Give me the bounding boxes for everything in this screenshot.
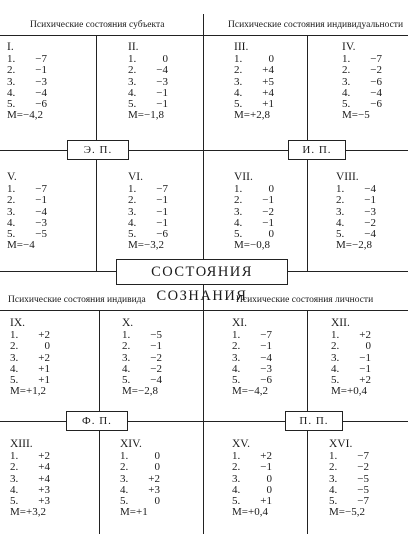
- block-value: −5: [357, 483, 369, 496]
- divider-bottom-header: [0, 310, 408, 311]
- header-individual: Психические состояния индивида: [8, 295, 146, 305]
- block-value: +2: [38, 329, 50, 342]
- block-value: −4: [35, 86, 47, 99]
- block-value: +2: [38, 351, 50, 364]
- block-14: XIV. 1. 0 2. 0 3. +2 4. +3 5. 0 M=+1: [120, 438, 160, 519]
- block-value: −1: [35, 64, 47, 77]
- block-value: −1: [35, 194, 47, 207]
- block-value: −4: [260, 351, 272, 364]
- block-number: X.: [122, 317, 134, 329]
- block-value: −2: [150, 362, 162, 375]
- block-number: XI.: [232, 317, 248, 329]
- block-mean: M=+0,4: [232, 506, 268, 519]
- block-6: VI. 1. −7 2. −1 3. −1 4. −1 5. −6 M=−3,2: [128, 171, 168, 252]
- block-value: +4: [38, 472, 50, 485]
- block-number: II.: [128, 41, 139, 53]
- block-value: −1: [262, 216, 274, 229]
- block-value: +4: [262, 86, 274, 99]
- block-number: IX.: [10, 317, 26, 329]
- block-value: +3: [38, 483, 50, 496]
- block-mean: M=−2,8: [122, 385, 158, 398]
- block-value: +2: [260, 450, 272, 463]
- block-mean: M=+1: [120, 506, 148, 519]
- block-mean: M=−1,8: [128, 109, 164, 122]
- block-value: −6: [370, 98, 382, 111]
- block-number: VIII.: [336, 171, 359, 183]
- block-value: 0: [268, 228, 274, 241]
- block-value: −1: [150, 340, 162, 353]
- block-10: X. 1. −5 2. −1 3. −2 4. −2 5. −4 M=−2,8: [122, 317, 162, 398]
- block-number: XVI.: [329, 438, 353, 450]
- block-value: 0: [266, 472, 272, 485]
- block-value: −6: [260, 374, 272, 387]
- block-number: VII.: [234, 171, 253, 183]
- block-value: −2: [357, 461, 369, 474]
- block-value: −4: [150, 374, 162, 387]
- block-mean: M=+3,2: [10, 506, 46, 519]
- block-mean: M=−4,2: [232, 385, 268, 398]
- block-3: III. 1. 0 2. +4 3. +5 4. +4 5. +1 M=+2,8: [234, 41, 274, 122]
- block-value: +1: [260, 495, 272, 508]
- consciousness-title: СОСТОЯНИЯ СОЗНАНИЯ: [116, 259, 288, 285]
- block-value: +5: [262, 75, 274, 88]
- box-ep: Э. П.: [67, 140, 129, 160]
- box-fp: Ф. П.: [66, 411, 128, 431]
- block-value: −3: [35, 75, 47, 88]
- block-value: −6: [370, 75, 382, 88]
- block-value: +1: [38, 374, 50, 387]
- block-value: +1: [38, 362, 50, 375]
- block-value: −4: [364, 183, 376, 196]
- block-value: −7: [357, 495, 369, 508]
- block-value: −1: [359, 362, 371, 375]
- block-number: XII.: [331, 317, 350, 329]
- block-2: II. 1. 0 2. −4 3. −3 4. −1 5. −1 M=−1,8: [128, 41, 168, 122]
- block-12: XII. 1. +2 2. 0 3. −1 4. −1 5. +2 M=+0,4: [331, 317, 371, 398]
- block-value: +1: [262, 98, 274, 111]
- block-value: −3: [35, 216, 47, 229]
- block-value: −7: [35, 53, 47, 66]
- block-value: −1: [156, 98, 168, 111]
- block-11: XI. 1. −7 2. −1 3. −4 4. −3 5. −6 M=−4,2: [232, 317, 272, 398]
- block-value: +2: [359, 329, 371, 342]
- block-value: −6: [156, 228, 168, 241]
- block-number: I.: [7, 41, 14, 53]
- block-1: I. 1. −7 2. −1 3. −3 4. −4 5. −6 M=−4,2: [7, 41, 47, 122]
- block-value: −1: [156, 205, 168, 218]
- block-mean: M=−0,8: [234, 239, 270, 252]
- block-value: 0: [154, 450, 160, 463]
- block-13: XIII. 1. +2 2. +4 3. +4 4. +3 5. +3 M=+3,2: [10, 438, 50, 519]
- header-individuality: Психические состояния индивидуальности: [228, 20, 404, 30]
- block-value: 0: [44, 340, 50, 353]
- header-subject: Психические состояния субъекта: [30, 20, 165, 30]
- block-number: XIII.: [10, 438, 33, 450]
- header-personality: Психические состояния личности: [236, 295, 374, 305]
- block-value: +2: [148, 472, 160, 485]
- block-value: +2: [38, 450, 50, 463]
- box-ip: И. П.: [288, 140, 346, 160]
- block-value: −2: [370, 64, 382, 77]
- block-value: 0: [268, 53, 274, 66]
- block-value: −2: [150, 351, 162, 364]
- block-15: XV. 1. +2 2. −1 3. 0 4. 0 5. +1 M=+0,4: [232, 438, 272, 519]
- block-number: XIV.: [120, 438, 142, 450]
- block-value: +4: [262, 64, 274, 77]
- block-8: VIII. 1. −4 2. −1 3. −3 4. −2 5. −4 M=−2,8: [336, 171, 376, 252]
- block-value: −1: [260, 340, 272, 353]
- block-value: −1: [156, 86, 168, 99]
- block-mean: M=−5,2: [329, 506, 365, 519]
- block-mean: M=+1,2: [10, 385, 46, 398]
- divider-top-center: [203, 14, 204, 272]
- block-value: −1: [364, 194, 376, 207]
- block-mean: M=−4,2: [7, 109, 43, 122]
- block-16: XVI. 1. −7 2. −2 3. −5 4. −5 5. −7 M=−5,2: [329, 438, 369, 519]
- block-7: VII. 1. 0 2. −1 3. −2 4. −1 5. 0 M=−0,8: [234, 171, 274, 252]
- block-value: 0: [268, 183, 274, 196]
- block-value: −1: [262, 194, 274, 207]
- block-value: −1: [156, 194, 168, 207]
- block-mean: M=−3,2: [128, 239, 164, 252]
- block-value: 0: [162, 53, 168, 66]
- block-value: −3: [260, 362, 272, 375]
- block-value: −7: [370, 53, 382, 66]
- block-value: +3: [148, 483, 160, 496]
- block-number: XV.: [232, 438, 251, 450]
- block-value: −1: [359, 351, 371, 364]
- block-value: −4: [364, 228, 376, 241]
- block-5: V. 1. −7 2. −1 3. −4 4. −3 5. −5 M=−4: [7, 171, 47, 252]
- block-value: −7: [357, 450, 369, 463]
- block-number: V.: [7, 171, 17, 183]
- block-value: −5: [357, 472, 369, 485]
- block-value: −2: [262, 205, 274, 218]
- block-value: +2: [359, 374, 371, 387]
- block-value: 0: [154, 461, 160, 474]
- block-mean: M=+0,4: [331, 385, 367, 398]
- block-mean: M=+2,8: [234, 109, 270, 122]
- block-value: −6: [35, 98, 47, 111]
- block-value: −4: [35, 205, 47, 218]
- block-number: III.: [234, 41, 249, 53]
- divider-top: [0, 35, 408, 36]
- block-value: −7: [260, 329, 272, 342]
- block-number: VI.: [128, 171, 144, 183]
- block-value: +3: [38, 495, 50, 508]
- block-value: −5: [35, 228, 47, 241]
- block-9: IX. 1. +2 2. 0 3. +2 4. +1 5. +1 M=+1,2: [10, 317, 50, 398]
- block-4: IV. 1. −7 2. −2 3. −6 4. −4 5. −6 M=−5: [342, 41, 382, 122]
- box-pp: П. П.: [285, 411, 343, 431]
- block-value: −3: [156, 75, 168, 88]
- block-value: −5: [150, 329, 162, 342]
- block-value: −3: [364, 205, 376, 218]
- block-value: 0: [266, 483, 272, 496]
- block-value: −7: [156, 183, 168, 196]
- block-value: 0: [365, 340, 371, 353]
- block-mean: M=−5: [342, 109, 370, 122]
- block-value: −1: [156, 216, 168, 229]
- block-number: IV.: [342, 41, 356, 53]
- block-value: −1: [260, 461, 272, 474]
- block-value: −4: [370, 86, 382, 99]
- block-value: 0: [154, 495, 160, 508]
- block-mean: M=−4: [7, 239, 35, 252]
- block-value: −2: [364, 216, 376, 229]
- block-value: +4: [38, 461, 50, 474]
- block-mean: M=−2,8: [336, 239, 372, 252]
- block-value: −7: [35, 183, 47, 196]
- block-value: −4: [156, 64, 168, 77]
